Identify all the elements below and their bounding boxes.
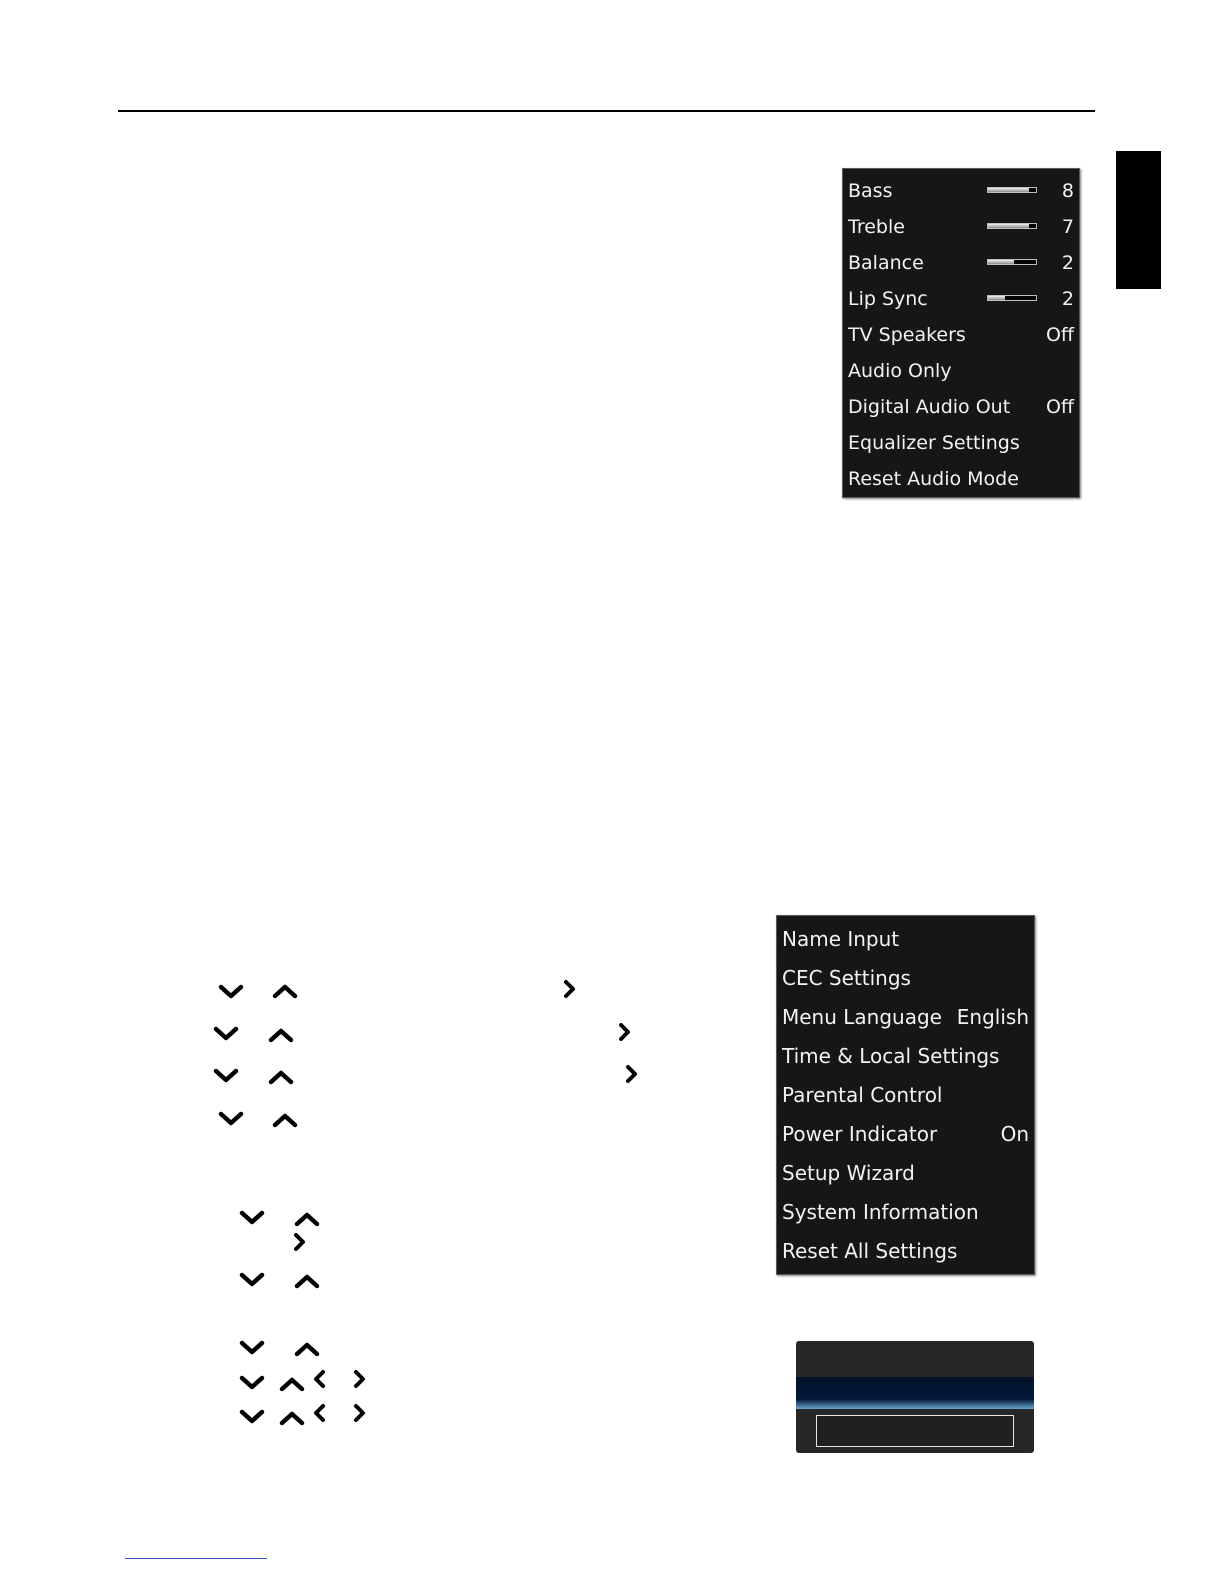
menu-item-label: System Information: [782, 1200, 979, 1224]
slider-fill: [988, 224, 1029, 228]
lip-sync-slider[interactable]: [987, 295, 1037, 301]
menu-item-label: Treble: [848, 216, 905, 238]
menu-item-cec-settings[interactable]: [782, 959, 1029, 998]
chevron-down-icon: [209, 1064, 243, 1086]
menu-item-equalizer-settings[interactable]: [848, 425, 1074, 461]
chevron-down-icon: [235, 1268, 269, 1290]
chevron-left-icon: [311, 1368, 329, 1390]
menu-item-value: On: [1000, 1122, 1029, 1146]
audio-settings-menu: [842, 168, 1080, 498]
menu-item-value: Off: [1045, 396, 1074, 418]
chevron-down-icon: [235, 1336, 269, 1358]
menu-item-lip-sync[interactable]: [848, 281, 1074, 317]
chevron-down-icon: [209, 1022, 243, 1044]
bass-slider[interactable]: [987, 187, 1037, 193]
menu-item-value: 2: [1061, 288, 1074, 310]
dialog-highlight-band: [796, 1377, 1034, 1409]
chevron-left-icon: [311, 1402, 329, 1424]
name-text-field[interactable]: [816, 1415, 1014, 1447]
menu-item-value: 7: [1061, 216, 1074, 238]
slider-fill: [988, 296, 1005, 300]
chevron-up-icon: [290, 1338, 324, 1360]
menu-item-audio-only[interactable]: [848, 353, 1074, 389]
menu-item-name-input[interactable]: [782, 920, 1029, 959]
menu-item-label: Digital Audio Out: [848, 396, 1011, 418]
footer-link-underline: [125, 1558, 267, 1559]
chapter-tab: [1116, 151, 1161, 289]
menu-item-label: Menu Language: [782, 1005, 942, 1029]
menu-item-bass[interactable]: [848, 173, 1074, 209]
chevron-right-icon: [622, 1063, 640, 1085]
name-input-dialog: [796, 1341, 1034, 1453]
slider-fill: [988, 188, 1029, 192]
chevron-up-icon: [275, 1407, 309, 1429]
chevron-up-icon: [264, 1024, 298, 1046]
chevron-right-icon: [290, 1231, 308, 1253]
chevron-down-icon: [235, 1371, 269, 1393]
chevron-up-icon: [275, 1373, 309, 1395]
chevron-up-icon: [264, 1066, 298, 1088]
menu-item-label: Audio Only: [848, 360, 952, 382]
menu-item-setup-wizard[interactable]: [782, 1154, 1029, 1193]
menu-item-system-information[interactable]: [782, 1193, 1029, 1232]
menu-item-parental-control[interactable]: [782, 1076, 1029, 1115]
menu-item-label: Setup Wizard: [782, 1161, 915, 1185]
menu-item-label: Balance: [848, 252, 924, 274]
menu-item-reset-audio-mode[interactable]: [848, 461, 1074, 497]
chevron-up-icon: [290, 1270, 324, 1292]
chevron-up-icon: [290, 1208, 324, 1230]
menu-item-treble[interactable]: [848, 209, 1074, 245]
header-rule: [118, 110, 1095, 112]
menu-item-balance[interactable]: [848, 245, 1074, 281]
menu-item-power-indicator[interactable]: [782, 1115, 1029, 1154]
chevron-right-icon: [350, 1368, 368, 1390]
menu-item-label: Lip Sync: [848, 288, 928, 310]
menu-item-time-local-settings[interactable]: [782, 1037, 1029, 1076]
menu-item-menu-language[interactable]: [782, 998, 1029, 1037]
chevron-right-icon: [350, 1402, 368, 1424]
menu-item-tv-speakers[interactable]: [848, 317, 1074, 353]
menu-item-label: Equalizer Settings: [848, 432, 1020, 454]
chevron-down-icon: [214, 1107, 248, 1129]
chevron-down-icon: [235, 1206, 269, 1228]
menu-item-label: Bass: [848, 180, 893, 202]
treble-slider[interactable]: [987, 223, 1037, 229]
menu-item-label: Time & Local Settings: [782, 1044, 1000, 1068]
chevron-down-icon: [214, 980, 248, 1002]
menu-item-label: CEC Settings: [782, 966, 911, 990]
menu-item-label: Power Indicator: [782, 1122, 938, 1146]
chevron-down-icon: [235, 1405, 269, 1427]
chevron-up-icon: [268, 980, 302, 1002]
menu-item-label: Name Input: [782, 927, 900, 951]
menu-item-label: Parental Control: [782, 1083, 943, 1107]
menu-item-value: 8: [1061, 180, 1074, 202]
balance-slider[interactable]: [987, 259, 1037, 265]
menu-item-label: Reset All Settings: [782, 1239, 958, 1263]
menu-item-value: 2: [1061, 252, 1074, 274]
chevron-up-icon: [268, 1109, 302, 1131]
chevron-right-icon: [615, 1021, 633, 1043]
menu-item-value: Off: [1045, 324, 1074, 346]
chevron-right-icon: [560, 978, 578, 1000]
menu-item-label: TV Speakers: [848, 324, 966, 346]
slider-fill: [988, 260, 1014, 264]
menu-item-reset-all-settings[interactable]: [782, 1232, 1029, 1271]
system-settings-menu: [776, 915, 1035, 1275]
menu-item-label: Reset Audio Mode: [848, 468, 1019, 490]
menu-item-value: English: [956, 1005, 1029, 1029]
menu-item-digital-audio-out[interactable]: [848, 389, 1074, 425]
